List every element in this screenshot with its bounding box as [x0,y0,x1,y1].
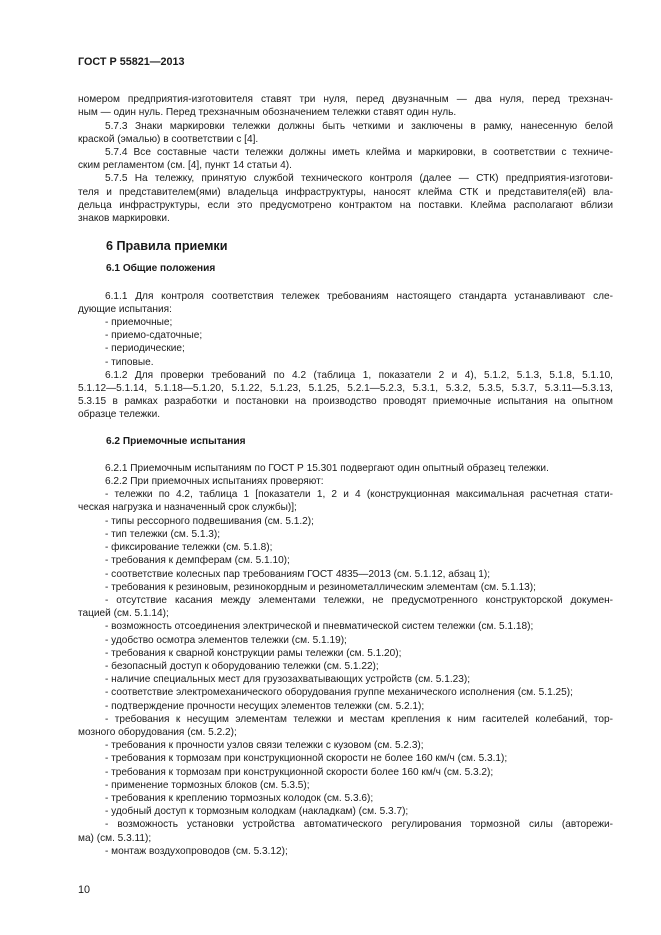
text-line: мозного оборудования (см. 5.2.2); [78,726,237,738]
text-line: - безопасный доступ к оборудованию тележки (см. 5.1.22); [105,660,379,672]
text-line: ческая нагрузка и назначенный срок службы)]; [78,502,297,514]
text-line: - тележки по 4.2, таблица 1 [показатели 1, 2 и 4 (конструкционная максимальная расчетная стати- [105,489,613,501]
page-number: 10 [78,884,91,896]
text-line: - соответствие колесных пар требованиям ГОСТ 4835—2013 (см. 5.1.12, абзац 1); [105,568,491,580]
text-line: 5.7.3 Знаки маркировки тележки должны быть четкими и заключены в рамку, нанесенную белой [105,120,613,132]
text-line: 6.2.2 При приемочных испытаниях проверяют: [105,476,324,488]
list-item [78,779,613,792]
text-line: тацией (см. 5.1.14); [78,608,169,620]
list-item [78,700,613,713]
list-item [78,541,613,554]
list-item [78,660,613,673]
document-header: ГОСТ Р 55821—2013 [78,56,185,68]
paragraph-5-7-5 [78,172,613,225]
list-item [78,792,613,805]
text-line: - возможность отсоединения электрической и пневматической систем тележки (см. 5.1.18); [105,621,534,633]
paragraph-6-2-2 [78,475,613,488]
text-line: - требования к креплению тормозных колодок (см. 5.3.6); [105,792,374,804]
text-line: 6.1.1 Для контроля соответствия тележек требованиям настоящего стандарта устанавливают сле- [105,290,613,302]
list-item [78,752,613,765]
list-item [78,805,613,818]
list-item [78,713,613,739]
text-line: - требования к сварной конструкции рамы тележки (см. 5.1.20); [105,647,402,659]
list-item [78,620,613,633]
list-item [78,647,613,660]
text-line: теля и представителем(ями) владельца инфраструктуры, наносят клейма СТК и представителя(ей) вла- [78,186,613,198]
list-item [78,568,613,581]
list-item: - приемо-сдаточные; [105,330,203,342]
list-item [78,554,613,567]
paragraph-6-1-2 [78,369,613,422]
list-item [78,515,613,528]
text-line: знаков маркировки. [78,213,170,225]
text-line: - возможность установки устройства автоматического регулирования тормозной силы (авторежи- [105,819,613,831]
list-item [78,594,613,620]
list-item [78,845,613,858]
text-line: - типы рессорного подвешивания (см. 5.1.2); [105,515,314,527]
text-line: - требования к прочности узлов связи тележки с кузовом (см. 5.2.3); [105,740,424,752]
text-line: - соответствие электромеханического оборудования группе механического исполнения (см. 5.1.25); [105,687,573,699]
test-types-list [78,316,613,369]
text-line: 6.1.2 Для проверки требований по 4.2 (таблица 1, показатели 2 и 4), 5.1.2, 5.1.3, 5.1.8, 5.1.10, [105,369,613,381]
document-page [78,56,613,858]
text-line: - требования к демпферам (см. 5.1.10); [105,555,290,567]
text-line: - удобный доступ к тормозным колодкам (накладкам) (см. 5.3.7); [105,806,409,818]
text-line: 6.2.1 Приемочным испытаниям по ГОСТ Р 15.301 подвергают один опытный образец тележки. [105,462,549,474]
text-line: ным — один нуль. Перед трехзначным обозначением тележки ставят один нуль. [78,107,457,119]
text-line: - подтверждение прочности несущих элементов тележки (см. 5.2.1); [105,700,425,712]
text-line: дельца инфраструктуры, если это предусмотрено контрактом на поставки. Клейма располагают вблизи [78,199,613,211]
text-line: - требования к несущим элементам тележки и местам крепления к ним гасителей колебаний, тор- [105,713,613,725]
text-line: - требования к тормозам при конструкционной скорости более 160 км/ч (см. 5.3.2); [105,766,494,778]
text-line: - удобство осмотра элементов тележки (см. 5.1.19); [105,634,347,646]
list-item [78,739,613,752]
text-line: - отсутствие касания между элементами тележки, не предусмотренного конструкторской докумен- [105,594,613,606]
paragraph-marking-numbers [78,93,613,119]
paragraph-5-7-3 [78,120,613,146]
list-item: - типовые. [105,356,154,368]
list-item: - приемочные; [105,317,173,329]
text-line: - требования к тормозам при конструкционной скорости не более 160 км/ч (см. 5.3.1); [105,753,508,765]
subsection-6-1-heading: 6.1 Общие положения [106,263,216,275]
paragraph-6-1-1 [78,290,613,316]
text-line: - монтаж воздухопроводов (см. 5.3.12); [105,845,288,857]
list-item [78,528,613,541]
acceptance-checks-list [78,488,613,858]
subsection-6-2-heading: 6.2 Приемочные испытания [106,435,246,447]
text-line: - требования к резиновым, резинокордным и резинометаллическим элементам (см. 5.1.13); [105,581,536,593]
list-item [78,634,613,647]
text-line: - наличие специальных мест для грузозахватывающих устройств (см. 5.1.23); [105,674,471,686]
paragraph-5-7-4 [78,146,613,172]
text-line: ма) (см. 5.3.11); [78,832,152,844]
text-line: номером предприятия-изготовителя ставят три нуля, перед двузначным — два нуля, перед трехзнач- [78,94,613,106]
list-item [78,686,613,699]
list-item [78,488,613,514]
list-item [78,581,613,594]
text-line: 5.7.4 Все составные части тележки должны иметь клейма и маркировки, в соответствии с техниче- [105,147,613,159]
text-line: дующие испытания: [78,303,172,315]
text-line: 5.1.12—5.1.14, 5.1.18—5.1.20, 5.1.22, 5.1.23, 5.1.25, 5.2.1—5.2.3, 5.3.1, 5.3.2, 5.3.5, 5.3.7, 5.3.11—5.3.13, [78,383,613,395]
paragraph-6-2-1 [78,462,613,475]
text-line: образце тележки. [78,409,161,421]
list-item [78,766,613,779]
text-line: краской (эмалью) в соответствии с [4]. [78,133,259,145]
text-line: - фиксирование тележки (см. 5.1.8); [105,542,273,554]
text-line: - применение тормозных блоков (см. 5.3.5); [105,779,310,791]
text-line: ским регламентом (см. [4], пункт 14 статьи 4). [78,160,292,172]
list-item [78,673,613,686]
text-line: - тип тележки (см. 5.1.3); [105,528,221,540]
text-line: 5.7.5 На тележку, принятую службой технического контроля (далее — СТК) предприятия-изготови- [105,173,613,185]
section-6-heading: 6 Правила приемки [106,239,228,254]
list-item: - периодические; [105,343,185,355]
list-item [78,818,613,844]
text-line: 5.3.15 в рамках разработки и постановки на производство проводят приемочные испытания на опытном [78,396,613,408]
